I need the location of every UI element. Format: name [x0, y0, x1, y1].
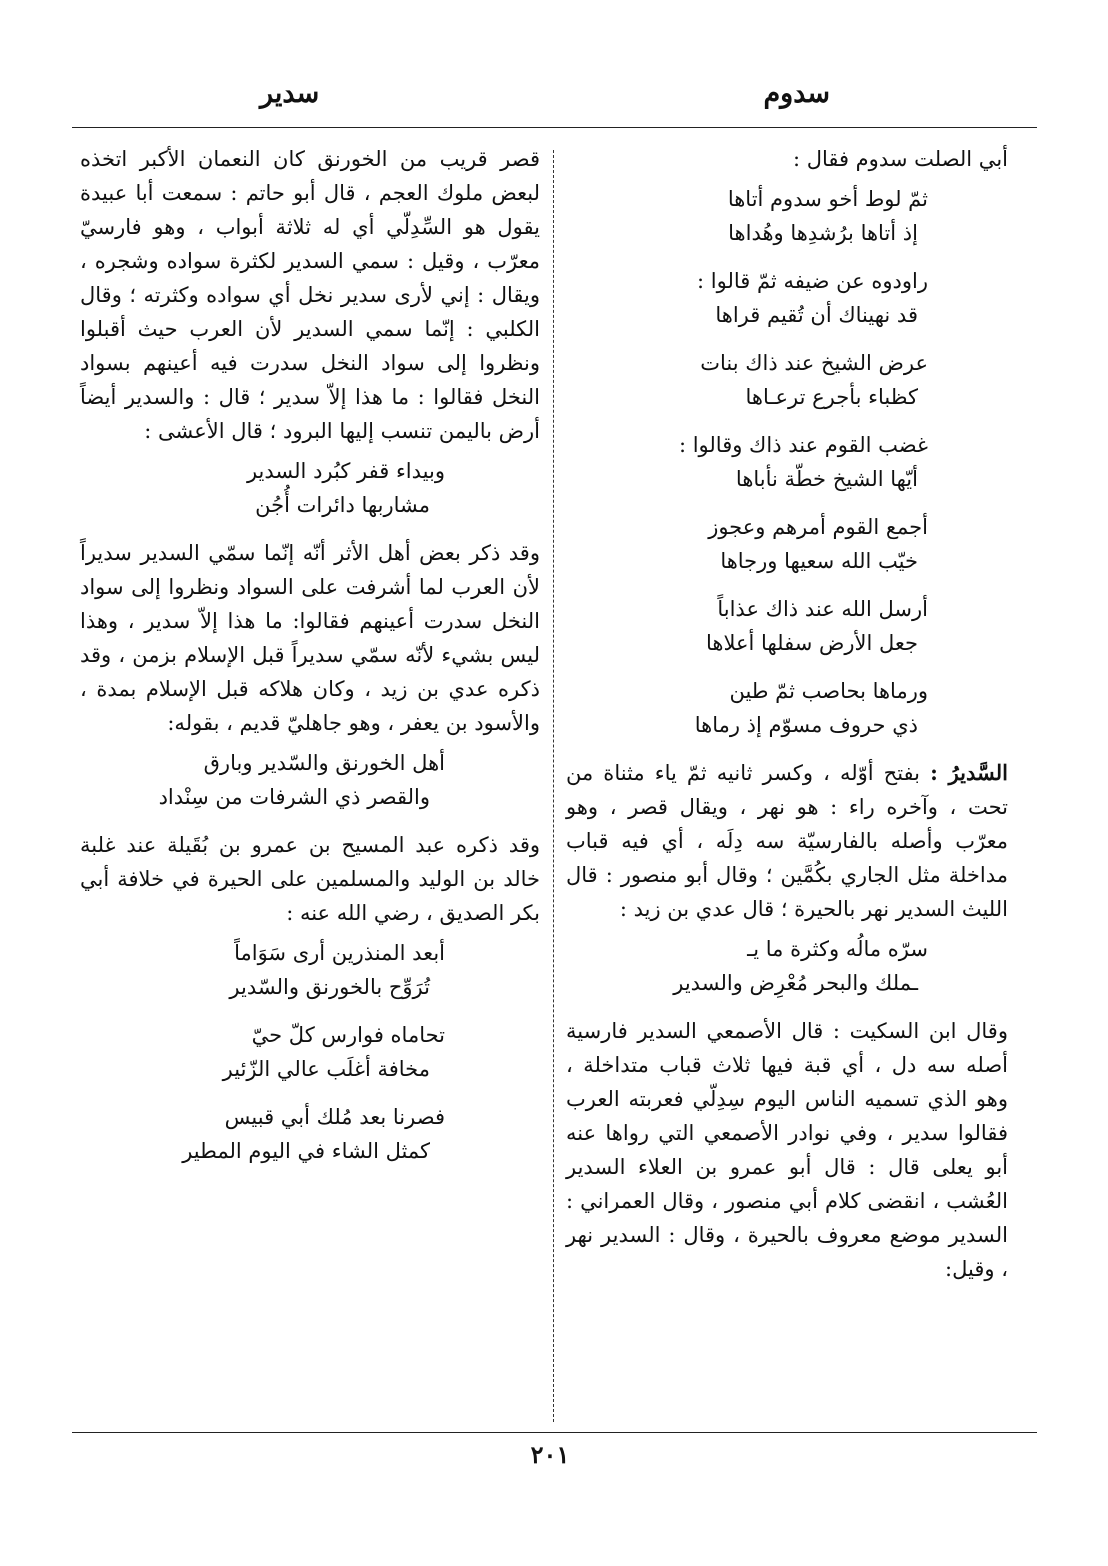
verse-hemistich-1: غضب القوم عند ذاك وقالوا : [678, 433, 928, 457]
verse-hemistich-2: مشاربها دائرات أُجُن [255, 493, 430, 517]
verse-hemistich-2: والقصر ذي الشرفات من سِنْداد [158, 785, 430, 809]
verse [80, 936, 540, 1004]
verse-hemistich-2: ذي حروف مسوّم إذ رماها [694, 713, 918, 737]
verse-hemistich-1: أجمع القوم أمرهم وعجوز [708, 515, 928, 539]
verse-hemistich-2: أيّها الشيخ خطّة نأباها [735, 467, 918, 491]
entry-headword: السَّديرُ : [930, 760, 1008, 785]
entry-paragraph [566, 756, 1008, 926]
left-paragraph-2: وقد ذكر بعض أهل الأثر أنّه إنّما سمّي السدير سديراً لأن العرب لما أشرفت على السواد ونظروا إلى سواد النخل سدرت أعينهم فقالوا: ما هذا إلاّ سدير ، وهذا ليس بشيء لأنّه سمّي سديراً قبل الإسلام بزمن ، وقد ذكره عدي بن زيد ، وكان هلاكه قبل الإسلام بمدة ، والأسود بن يعفر ، وهو جاهليّ قديم ، بقوله: [80, 541, 540, 735]
left-column [80, 142, 540, 1182]
left-paragraph-3: وقد ذكره عبد المسيح بن عمرو بن بُقَيلة عند غلبة خالد بن الوليد والمسلمين على الحيرة في خلافة أبي بكر الصديق ، رضي الله عنه : [80, 833, 540, 925]
verse [80, 746, 540, 814]
page-number: ٢٠١ [530, 1440, 570, 1469]
verse-hemistich-2: خيّب الله سعيها ورجاها [720, 549, 918, 573]
verse-hemistich-1: ثمّ لوط أخو سدوم أتاها [727, 187, 928, 211]
verse [566, 592, 1008, 660]
verse [566, 346, 1008, 414]
left-paragraph-1: قصر قريب من الخورنق كان النعمان الأكبر اتخذه لبعض ملوك العجم ، قال أبو حاتم : سمعت أبا عبيدة يقول هو السِّدِلّي أي له ثلاثة أبواب ، وهو فارسيّ معرّب ، وقيل : سمي السدير لكثرة سواده وشجره ، ويقال : إني لأرى سدير نخل أي سواده وكثرته ؛ وقال الكلبي : إنّما سمي السدير لأن العرب حيث أقبلوا ونظروا إلى سواد النخل سدرت فيه أعينهم بسواد النخل فقالوا : ما هذا إلاّ سدير ؛ قال : والسدير أيضاً أرض باليمن تنسب إليها البرود ؛ قال الأعشى : [80, 147, 540, 443]
left-poem-2 [80, 746, 540, 814]
right-column [566, 142, 1008, 1290]
left-poem-1 [80, 454, 540, 522]
verse [80, 454, 540, 522]
verse-hemistich-1: أهل الخورنق والسّدير وبارق [203, 751, 445, 775]
right-poem-1 [566, 182, 1008, 742]
verse [566, 182, 1008, 250]
right-intro: أبي الصلت سدوم فقال : [792, 147, 1008, 171]
verse-hemistich-2: ـملك والبحر مُعْرِض والسدير [673, 971, 918, 995]
verse-hemistich-2: تُرَوِّح بالخورنق والسّدير [229, 975, 430, 999]
verse-hemistich-2: إذ أتاها برُشدِها وهُداها [728, 221, 918, 245]
left-poem-3 [80, 936, 540, 1168]
page-header [80, 78, 1035, 118]
verse-hemistich-1: عرض الشيخ عند ذاك بنات [700, 351, 928, 375]
verse-hemistich-1: سرّه مالُه وكثرة ما يـ [747, 937, 928, 961]
verse [566, 510, 1008, 578]
verse-hemistich-1: تحاماه فوارس كلّ حيّ [251, 1023, 445, 1047]
verse-hemistich-1: أبعد المنذرين أرى سَوَاماً [234, 941, 445, 965]
verse [566, 674, 1008, 742]
verse [566, 264, 1008, 332]
verse-hemistich-2: كمثل الشاء في اليوم المطير [182, 1139, 430, 1163]
footer-rule [72, 1432, 1037, 1433]
verse-hemistich-1: ورماها بحاصب ثمّ طين [729, 679, 928, 703]
header-headword-left: سدير [260, 78, 320, 109]
verse [80, 1100, 540, 1168]
verse-hemistich-1: أرسل الله عند ذاك عذاباً [717, 597, 928, 621]
right-paragraph-2: وقال ابن السكيت : قال الأصمعي السدير فارسية أصله سه دل ، أي قبة فيها ثلاث قباب متداخلة ، وهو الذي تسميه الناس اليوم سِدِلّي فعربته العرب فقالوا سدير ، وفي نوادر الأصمعي التي رواها عنه أبو يعلى قال : قال أبو عمرو بن العلاء السدير العُشب ، انقضى كلام أبي منصور ، وقال العمراني : السدير موضع معروف بالحيرة ، وقال : السدير نهر ، وقيل: [566, 1019, 1008, 1281]
verse [566, 428, 1008, 496]
verse-hemistich-2: قد نهيناك أن تُقيم قراها [715, 303, 918, 327]
verse [80, 1018, 540, 1086]
entry-text: بفتح أوّله ، وكسر ثانيه ثمّ ياء مثناة من تحت ، وآخره راء : هو نهر ، ويقال قصر ، وهو معرّب وأصله بالفارسيّة سه دِلَه ، أي فيه قباب مداخلة مثل الجاري بكُمَّين ؛ وقال أبو منصور : قال الليث السدير نهر بالحيرة ؛ قال عدي بن زيد : [566, 761, 1008, 921]
verse-hemistich-1: وبيداء قفر كبُرد السدير [246, 459, 445, 483]
header-rule [72, 127, 1037, 128]
header-headword-right: سدوم [763, 78, 830, 109]
verse-hemistich-1: فصرنا بعد مُلك أبي قبيس [224, 1105, 445, 1129]
verse-hemistich-2: مخافة أغلَب عالي الزّئير [222, 1057, 430, 1081]
verse-hemistich-1: راودوه عن ضيفه ثمّ قالوا : [697, 269, 928, 293]
right-poem-2 [566, 932, 1008, 1000]
verse-hemistich-2: جعل الأرض سفلها أعلاها [706, 631, 918, 655]
verse [566, 932, 1008, 1000]
column-divider [553, 150, 554, 1422]
verse-hemistich-2: كظباء بأجرع ترعـاها [745, 385, 918, 409]
